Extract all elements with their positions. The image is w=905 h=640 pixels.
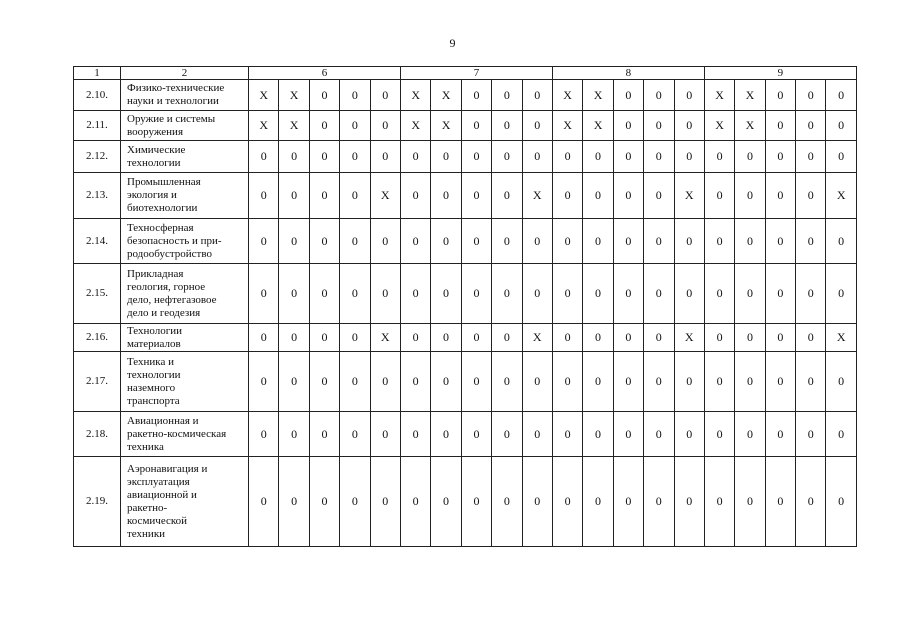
table-cell: 0	[309, 80, 339, 111]
table-cell: 0	[461, 352, 491, 412]
row-name-line: техники	[127, 527, 166, 540]
table-cell: 0	[279, 457, 309, 547]
table-cell: 0	[765, 264, 795, 324]
row-number: 2.16.	[74, 324, 121, 352]
table-cell: X	[370, 173, 400, 219]
row-name-line: технологии	[127, 368, 181, 381]
table-cell: X	[249, 111, 279, 141]
table-cell: 0	[400, 173, 430, 219]
table-cell: 0	[249, 173, 279, 219]
row-name	[121, 219, 249, 264]
table-cell: 0	[735, 412, 765, 457]
row-name-line: Технологии	[127, 324, 183, 337]
table-cell: 0	[613, 412, 643, 457]
table-cell: 0	[492, 111, 522, 141]
table-cell: 0	[674, 111, 704, 141]
table-cell: 0	[309, 264, 339, 324]
table-cell: 0	[644, 264, 674, 324]
table-cell: 0	[613, 352, 643, 412]
table-cell: 0	[249, 141, 279, 173]
row-name	[121, 80, 249, 111]
table-cell: 0	[674, 457, 704, 547]
table-cell: 0	[400, 457, 430, 547]
table-cell: 0	[613, 141, 643, 173]
table-cell: 0	[492, 264, 522, 324]
table-cell: X	[249, 80, 279, 111]
table-cell: 0	[796, 352, 826, 412]
table-cell: 0	[431, 264, 461, 324]
table-cell: 0	[704, 264, 734, 324]
table-cell: 0	[765, 352, 795, 412]
table-cell: 0	[765, 111, 795, 141]
row-name-line: биотехнологии	[127, 202, 198, 214]
table-cell: 0	[492, 141, 522, 173]
table-cell: 0	[492, 219, 522, 264]
row-name-line: родообустройство	[127, 247, 212, 260]
table-cell: 0	[522, 219, 552, 264]
row-name-line: Аэронавигация и	[127, 462, 208, 475]
table-cell: 0	[704, 352, 734, 412]
table-cell: 0	[492, 80, 522, 111]
row-number: 2.15.	[74, 264, 121, 324]
table-cell: 0	[613, 457, 643, 547]
table-cell: 0	[431, 412, 461, 457]
table-cell: 0	[735, 457, 765, 547]
table-cell: 0	[431, 219, 461, 264]
table-cell: 0	[340, 111, 370, 141]
table-cell: X	[583, 80, 613, 111]
table-cell: 0	[674, 219, 704, 264]
table-cell: 0	[552, 324, 582, 352]
table-cell: 0	[522, 141, 552, 173]
table-cell: 0	[644, 141, 674, 173]
table-cell: 0	[279, 352, 309, 412]
table-cell: X	[552, 80, 582, 111]
table-cell: 0	[249, 324, 279, 352]
table-cell: 0	[704, 141, 734, 173]
row-name-line: транспорта	[127, 394, 180, 407]
table-cell: 0	[340, 457, 370, 547]
header-group-7: 7	[400, 67, 552, 80]
row-name-line: техника	[127, 440, 164, 453]
table-cell: 0	[826, 352, 856, 412]
header-group-9: 9	[704, 67, 856, 80]
row-name-line: наземного	[127, 381, 176, 394]
table-cell: 0	[279, 412, 309, 457]
table-cell: 0	[613, 219, 643, 264]
table-cell: 0	[796, 324, 826, 352]
row-name-line: технологии	[127, 156, 181, 169]
row-name	[121, 141, 249, 173]
table-cell: 0	[552, 457, 582, 547]
row-name-line: эксплуатация	[127, 475, 190, 488]
table-cell: 0	[796, 141, 826, 173]
table-cell: X	[522, 324, 552, 352]
table-cell: X	[583, 111, 613, 141]
row-number: 2.17.	[74, 352, 121, 412]
row-name-line: Оружие и системы	[127, 112, 216, 125]
table-cell: 0	[370, 352, 400, 412]
table-cell: 0	[400, 412, 430, 457]
table-cell: 0	[765, 219, 795, 264]
table-cell: 0	[826, 412, 856, 457]
row-name-line: Прикладная	[127, 267, 184, 280]
table-cell: 0	[340, 412, 370, 457]
table-cell: 0	[765, 412, 795, 457]
table-cell: 0	[796, 111, 826, 141]
table-cell: 0	[583, 324, 613, 352]
table-cell: 0	[674, 80, 704, 111]
table-cell: 0	[826, 264, 856, 324]
row-number: 2.10.	[74, 80, 121, 111]
table-cell: 0	[796, 264, 826, 324]
table-cell: 0	[309, 141, 339, 173]
header-group-6: 6	[249, 67, 401, 80]
table-cell: 0	[400, 352, 430, 412]
table-cell: 0	[370, 111, 400, 141]
table-cell: 0	[765, 80, 795, 111]
table-cell: X	[674, 324, 704, 352]
table-cell: 0	[279, 141, 309, 173]
table-cell: 0	[704, 412, 734, 457]
table-cell: 0	[552, 412, 582, 457]
table-cell: 0	[644, 457, 674, 547]
table-cell: 0	[309, 219, 339, 264]
table-cell: 0	[370, 141, 400, 173]
table-cell: 0	[340, 324, 370, 352]
row-name	[121, 412, 249, 457]
table-cell: 0	[340, 141, 370, 173]
table-cell: 0	[340, 80, 370, 111]
row-name-line: космической	[127, 514, 188, 527]
table-cell: 0	[309, 352, 339, 412]
table-cell: 0	[340, 173, 370, 219]
table-cell: 0	[765, 457, 795, 547]
table-cell: 0	[461, 111, 491, 141]
table-cell: 0	[522, 80, 552, 111]
row-name-line: геология, горное	[127, 280, 206, 293]
row-name-line: ракетно-космическая	[127, 427, 227, 440]
table-cell: 0	[461, 264, 491, 324]
row-name-line: Химические	[127, 143, 186, 156]
table-cell: 0	[461, 219, 491, 264]
table-cell: 0	[279, 173, 309, 219]
table-cell: 0	[522, 264, 552, 324]
table-cell: 0	[309, 457, 339, 547]
table-row	[74, 80, 857, 111]
table-cell: 0	[674, 264, 704, 324]
table-cell: X	[735, 111, 765, 141]
row-name	[121, 111, 249, 141]
table-cell: 0	[644, 173, 674, 219]
row-number: 2.18.	[74, 412, 121, 457]
table-cell: 0	[461, 173, 491, 219]
row-name	[121, 352, 249, 412]
table-cell: X	[826, 173, 856, 219]
table-cell: 0	[340, 264, 370, 324]
table-cell: 0	[370, 412, 400, 457]
header-group-8: 8	[552, 67, 704, 80]
table-cell: 0	[279, 264, 309, 324]
table-cell: 0	[796, 412, 826, 457]
table-cell: 0	[461, 141, 491, 173]
table-cell: 0	[644, 219, 674, 264]
row-name-line: безопасность и при-	[127, 234, 222, 247]
row-name	[121, 173, 249, 219]
table-cell: 0	[370, 457, 400, 547]
table-cell: 0	[309, 412, 339, 457]
table-cell: 0	[644, 352, 674, 412]
row-name-line: Техносферная	[127, 221, 194, 234]
table-cell: 0	[461, 80, 491, 111]
table-cell: 0	[613, 111, 643, 141]
table-cell: 0	[735, 219, 765, 264]
table-cell: 0	[552, 141, 582, 173]
table-cell: 0	[492, 352, 522, 412]
table-cell: 0	[279, 219, 309, 264]
table-cell: 0	[583, 352, 613, 412]
table-cell: 0	[370, 80, 400, 111]
table-cell: 0	[765, 173, 795, 219]
table-cell: 0	[735, 264, 765, 324]
table-cell: 0	[796, 219, 826, 264]
row-name	[121, 264, 249, 324]
table-cell: X	[431, 80, 461, 111]
table-cell: X	[400, 111, 430, 141]
row-name-line: ракетно-	[127, 501, 168, 514]
row-name-line: Промышленная	[127, 176, 201, 188]
table-cell: 0	[279, 324, 309, 352]
row-number: 2.13.	[74, 173, 121, 219]
table-cell: 0	[674, 352, 704, 412]
table-cell: X	[279, 80, 309, 111]
header-row	[74, 67, 857, 80]
table-cell: 0	[552, 173, 582, 219]
table-cell: 0	[522, 111, 552, 141]
table-cell: 0	[492, 412, 522, 457]
table-cell: 0	[461, 412, 491, 457]
page-number: 9	[449, 36, 456, 50]
table-row	[74, 264, 857, 324]
table-cell: 0	[309, 173, 339, 219]
row-number: 2.12.	[74, 141, 121, 173]
row-name-line: Физико-технические	[127, 82, 225, 94]
table-cell: 0	[552, 219, 582, 264]
row-number: 2.14.	[74, 219, 121, 264]
table-cell: 0	[735, 141, 765, 173]
table-cell: 0	[583, 457, 613, 547]
table-cell: 0	[826, 457, 856, 547]
table-cell: 0	[309, 111, 339, 141]
table-cell: 0	[370, 264, 400, 324]
table-cell: 0	[613, 80, 643, 111]
table-cell: 0	[583, 264, 613, 324]
table-cell: 0	[583, 219, 613, 264]
table-cell: X	[704, 111, 734, 141]
table-cell: X	[400, 80, 430, 111]
table-cell: 0	[765, 141, 795, 173]
row-number: 2.11.	[74, 111, 121, 141]
table-cell: 0	[249, 264, 279, 324]
table-cell: 0	[613, 324, 643, 352]
table-cell: 0	[340, 219, 370, 264]
row-name-line: экология и	[127, 189, 177, 201]
row-name	[121, 324, 249, 352]
table-cell: 0	[613, 264, 643, 324]
table-cell: 0	[765, 324, 795, 352]
table-cell: 0	[431, 141, 461, 173]
table-cell: 0	[704, 324, 734, 352]
table-cell: 0	[400, 141, 430, 173]
table-cell: 0	[644, 80, 674, 111]
row-name-line: авиационной и	[127, 488, 197, 501]
table-cell: 0	[492, 457, 522, 547]
table-row	[74, 173, 857, 219]
table-cell: X	[370, 324, 400, 352]
table-cell: X	[522, 173, 552, 219]
row-name-line: дело и геодезия	[127, 306, 201, 319]
table-cell: 0	[704, 173, 734, 219]
table-cell: 0	[552, 264, 582, 324]
table-cell: 0	[370, 219, 400, 264]
table-cell: 0	[796, 457, 826, 547]
row-name-line: дело, нефтегазовое	[127, 293, 217, 306]
row-name-line: Авиационная и	[127, 414, 199, 427]
table-cell: 0	[400, 264, 430, 324]
table-cell: 0	[400, 219, 430, 264]
table-cell: 0	[826, 219, 856, 264]
table-cell: 0	[522, 352, 552, 412]
header-col-2: 2	[121, 67, 249, 80]
table-cell: X	[431, 111, 461, 141]
table-cell: 0	[826, 80, 856, 111]
table-row	[74, 457, 857, 547]
data-table	[73, 66, 857, 547]
row-name-line: материалов	[127, 337, 181, 350]
header-col-1: 1	[74, 67, 121, 80]
table-cell: 0	[309, 324, 339, 352]
table-cell: 0	[431, 457, 461, 547]
table-cell: X	[735, 80, 765, 111]
table-cell: 0	[704, 457, 734, 547]
table-cell: 0	[249, 352, 279, 412]
table-cell: 0	[826, 111, 856, 141]
row-name-line: Техника и	[127, 355, 175, 368]
row-name	[121, 457, 249, 547]
table-cell: X	[704, 80, 734, 111]
table-cell: 0	[552, 352, 582, 412]
table-cell: 0	[826, 141, 856, 173]
table-cell: 0	[583, 412, 613, 457]
table-cell: 0	[613, 173, 643, 219]
table-cell: 0	[796, 80, 826, 111]
table-cell: X	[826, 324, 856, 352]
table-cell: 0	[735, 324, 765, 352]
table-row	[74, 219, 857, 264]
table-cell: 0	[644, 324, 674, 352]
table-cell: 0	[735, 352, 765, 412]
table-row	[74, 141, 857, 173]
table-cell: 0	[583, 141, 613, 173]
table-cell: 0	[674, 412, 704, 457]
table-cell: 0	[674, 141, 704, 173]
table-row	[74, 412, 857, 457]
table-cell: 0	[249, 412, 279, 457]
table-cell: 0	[431, 352, 461, 412]
table-cell: 0	[461, 324, 491, 352]
table-cell: 0	[644, 111, 674, 141]
table-cell: 0	[583, 173, 613, 219]
table-row	[74, 352, 857, 412]
table-row	[74, 324, 857, 352]
table-cell: 0	[704, 219, 734, 264]
table-cell: 0	[400, 324, 430, 352]
row-name-line: вооружения	[127, 125, 183, 138]
table-cell: 0	[340, 352, 370, 412]
table-cell: 0	[492, 324, 522, 352]
table-cell: 0	[522, 457, 552, 547]
table-cell: X	[552, 111, 582, 141]
row-number: 2.19.	[74, 457, 121, 547]
table-row	[74, 111, 857, 141]
table-cell: 0	[431, 324, 461, 352]
row-name-line: науки и технологии	[127, 95, 219, 107]
table-cell: 0	[735, 173, 765, 219]
table-cell: 0	[796, 173, 826, 219]
table-cell: 0	[249, 457, 279, 547]
table-cell: 0	[461, 457, 491, 547]
table-cell: 0	[522, 412, 552, 457]
table-cell: 0	[249, 219, 279, 264]
table-cell: 0	[431, 173, 461, 219]
table-cell: 0	[492, 173, 522, 219]
table-cell: X	[279, 111, 309, 141]
table-cell: X	[674, 173, 704, 219]
table-cell: 0	[644, 412, 674, 457]
